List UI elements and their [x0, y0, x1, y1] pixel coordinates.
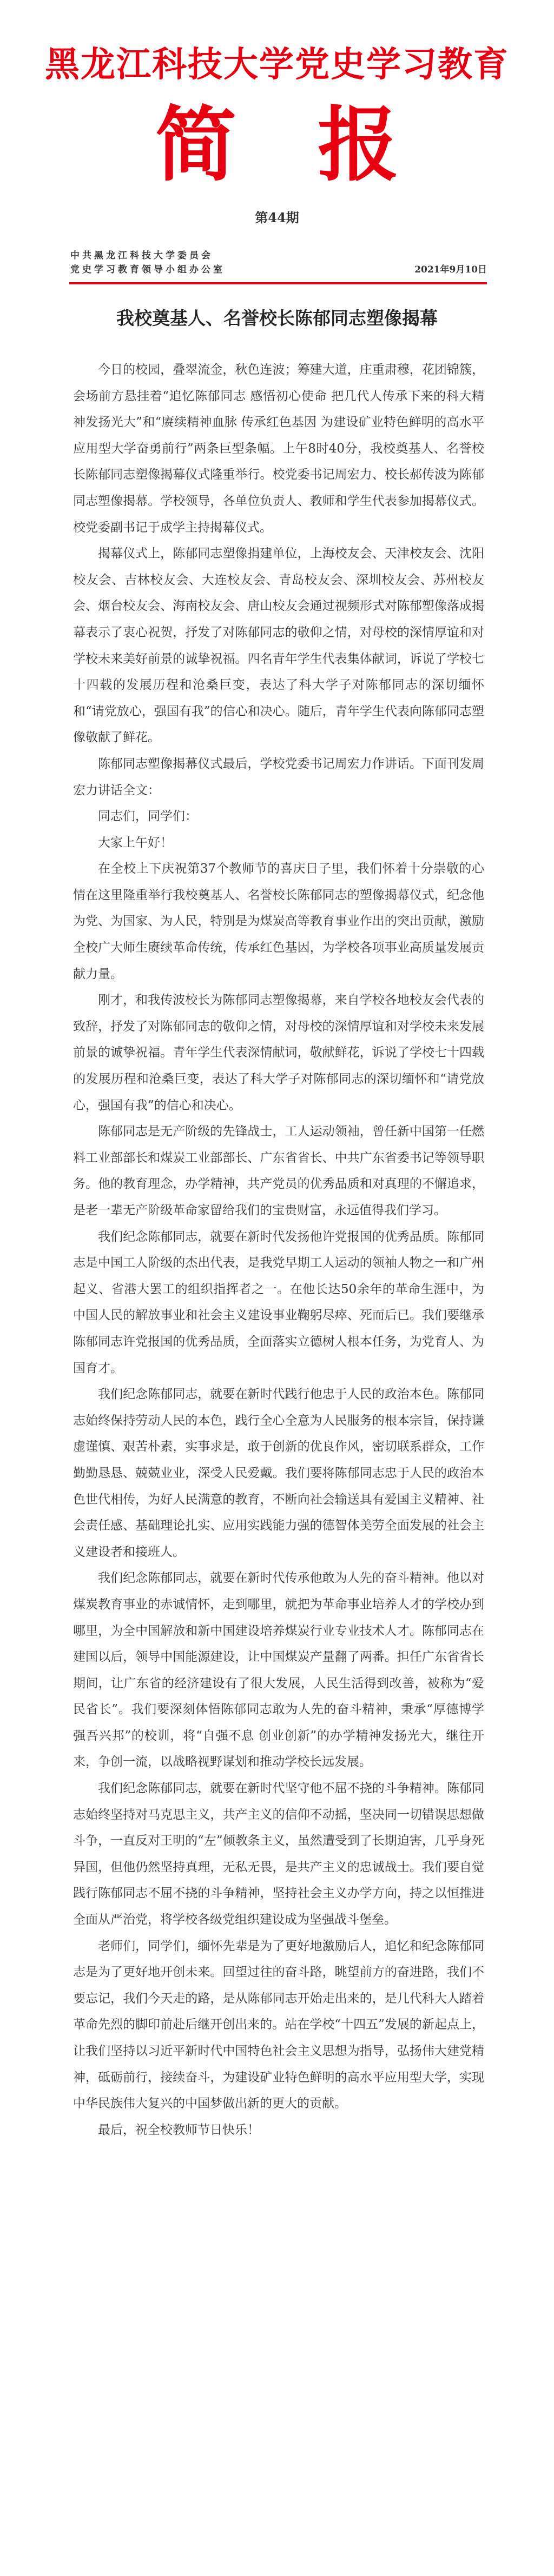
masthead — [0, 0, 554, 275]
paragraph: 揭幕仪式上，陈郁同志塑像捐建单位，上海校友会、天津校友会、沈阳校友会、吉林校友会、大连校友会、青岛校友会、深圳校友会、苏州校友会、烟台校友会、海南校友会、唐山校友会通过视频形式对陈郁塑像落成揭幕表示了衷心祝贺，抒发了对陈郁同志的敬仰之情，对母校的深情厚谊和对学校未来美好前景的诚挚祝福。四名青年学生代表集体献词，诉说了学校七十四载的发展历程和沧桑巨变，表达了科大学子对陈郁同志的深切缅怀和“请党放心，强国有我”的信心和决心。随后，青年学生代表向陈郁同志塑像敬献了鲜花。 — [73, 547, 484, 745]
paragraph: 我们纪念陈郁同志，就要在新时代践行他忠于人民的政治本色。陈郁同志始终保持劳动人民的本色，践行全心全意为人民服务的根本宗旨，保持谦虚谨慎、艰苦朴素，实事求是，敢于创新的优良作风，密切联系群众，工作勤勤恳恳、兢兢业业，深受人民爱戴。我们要将陈郁同志忠于人民的政治本色世代相传，为好人民满意的教育，不断向社会输送具有爱国主义精神、社会责任感、基础理论扎实、应用实践能力强的德智体美劳全面发展的社会主义建设者和接班人。 — [73, 1387, 484, 1559]
paragraph: 老师们，同学们，缅怀先辈是为了更好地激励后人，追忆和纪念陈郁同志是为了更好地开创未来。回望过往的奋斗路，眺望前方的奋进路，我们不要忘记，我们今天走的路，是从陈郁同志开始走出来的，是几代科大人踏着革命先烈的脚印前赴后继开创出来的。站在学校“十四五”发展的新起点上，让我们坚持以习近平新时代中国特色社会主义思想为指导，弘扬伟大建党精神，砥砺前行，接续奋斗，为建设矿业特色鲜明的高水平应用型大学，实现中华民族伟大复兴的中国梦做出新的更大的贡献。 — [73, 1939, 484, 2111]
paragraph: 我们纪念陈郁同志，就要在新时代坚守他不屈不挠的斗争精神。陈郁同志始终坚持对马克思主义，共产主义的信仰不动摇，坚决同一切错误思想做斗争，一直反对王明的“左”倾教条主义，虽然遭受到了长期迫害，几乎身死异国，但他仍然坚持真理，无私无畏，是共产主义的忠诚战士。我们要自觉践行陈郁同志不屈不挠的斗争精神，坚持社会主义办学方向，持之以恒推进全面从严治党，将学校各级党组织建设成为坚强战斗堡垒。 — [73, 1781, 484, 1927]
paragraph: 我们纪念陈郁同志，就要在新时代传承他敢为人先的奋斗精神。他以对煤炭教育事业的赤诚情怀，走到哪里，就把为革命事业培养人才的学校办到哪里，为全中国解放和新中国建设培养煤炭行业专业技术人才。陈郁同志在建国以后，领导中国能源建设，让中国煤炭产量翻了两番。担任广东省省长期间，让广东省的经济建设有了很大发展，人民生活得到改善，被称为“爱民省长”。我们要深刻体悟陈郁同志敢为人先的奋斗精神，秉承“厚德博学 强吾兴邦”的校训，将“自强不息 创业创新”的办学精神发扬光大，继往开来，争创一流，以战略视野谋划和推动学校长远发展。 — [73, 1571, 484, 1769]
paragraph: 在全校上下庆祝第37个教师节的喜庆日子里，我们怀着十分崇敬的心情在这里隆重举行我校奠基人、名誉校长陈郁同志的塑像揭幕仪式，纪念他为党、为国家、为人民，特别是为煤炭高等教育事业作出的突出贡献，激励全校广大师生赓续革命传统，传承红色基因，为学校各项事业高质量发展贡献力量。 — [73, 862, 484, 981]
issuer-line-2: 党史学习教育领导小组办公室 — [70, 264, 225, 275]
paragraph: 同志们，同学们： — [98, 809, 197, 824]
issuer-block — [70, 249, 298, 277]
paragraph: 大家上午好！ — [98, 835, 173, 850]
issue-date: 2021年9月10日 — [414, 264, 487, 275]
paragraph: 刚才，和我传波校长为陈郁同志塑像揭幕，来自学校各地校友会代表的致辞，抒发了对陈郁同志的敬仰之情，对母校的深情厚谊和对学校未来发展前景的诚挚祝福。青年学生代表深情献词，敬献鲜花，诉说了学校七十四载的发展历程和沧桑巨变，表达了科大学子对陈郁同志的深切缅怀和“请党放心，强国有我”的信心和决心。 — [73, 993, 484, 1113]
paragraph: 最后，祝全校教师节日快乐！ — [98, 2122, 260, 2137]
red-divider — [69, 282, 487, 284]
issue-number: 第44期 — [255, 210, 299, 225]
paragraph: 今日的校园，叠翠流金，秋色连波；筹建大道，庄重肃穆，花团锦簇，会场前方悬挂着“追忆陈郁同志 感悟初心使命 把几代人传承下来的科大精神发扬光大”和“赓续精神血脉 传承红色基因 为建设矿业特色鲜明的高水平应用型大学奋勇前行”两条巨型条幅。上午8时40分，我校奠基人、名誉校长陈郁同志塑像揭幕仪式隆重举行。校党委书记周宏力、校长郝传波为陈郁同志塑像揭幕。学校领导，各单位负责人、教师和学生代表参加揭幕仪式。校党委副书记于成学主持揭幕仪式。 — [73, 363, 484, 535]
article-body — [73, 357, 484, 2143]
article-headline: 我校奠基人、名誉校长陈郁同志塑像揭幕 — [116, 308, 438, 329]
brief-title: 简报 — [155, 97, 480, 192]
paragraph: 陈郁同志塑像揭幕仪式最后，学校党委书记周宏力作讲话。下面刊发周宏力讲话全文： — [73, 756, 484, 797]
issuer-line-1: 中共黑龙江科技大学委员会 — [70, 250, 213, 261]
paragraph: 我们纪念陈郁同志，就要在新时代发扬他许党报国的优秀品质。陈郁同志是中国工人阶级的杰出代表，是我党早期工人运动的领袖人物之一和广州起义、省港大罢工的组织指挥者之一。在他长达50余年的革命生涯中，为中国人民的解放事业和社会主义建设事业鞠躬尽瘁、死而后已。我们要继承陈郁同志许党报国的优秀品质，全面落实立德树人根本任务，为党育人、为国育才。 — [73, 1229, 484, 1375]
paragraph: 陈郁同志是无产阶级的先锋战士，工人运动领袖，曾任新中国第一任燃料工业部部长和煤炭工业部部长、广东省省长、中共广东省委书记等领导职务。他的教育理念，办学精神，共产党员的优秀品质和对真理的不懈追求，是老一辈无产阶级革命家留给我们的宝贵财富，永远值得我们学习。 — [73, 1124, 484, 1217]
org-title: 黑龙江科技大学党史学习教育 — [45, 44, 509, 85]
